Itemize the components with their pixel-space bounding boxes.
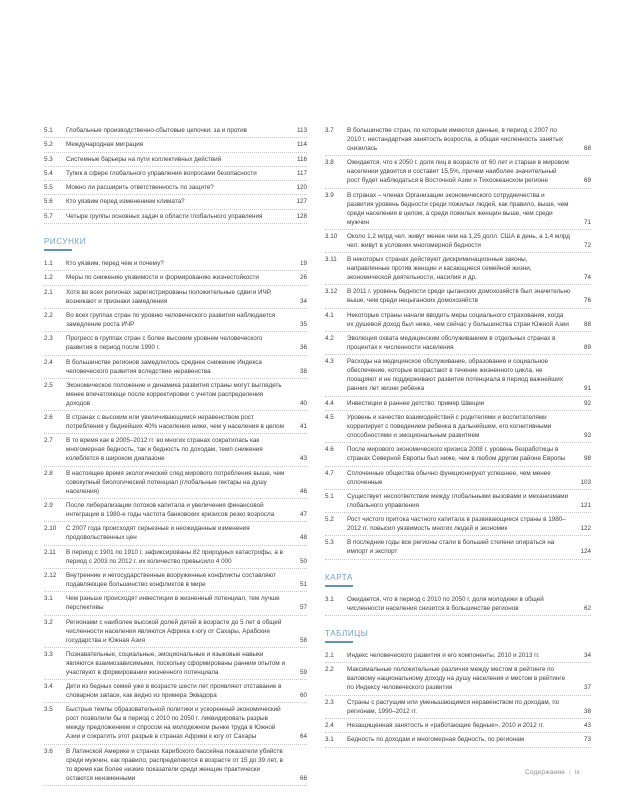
entry-number: 2.2 (44, 311, 53, 319)
toc-entry (325, 719, 591, 733)
toc-entry (325, 355, 591, 396)
entry-number: 3.8 (325, 159, 334, 167)
entry-number: 5.5 (44, 184, 53, 192)
entry-number: 4.1 (325, 311, 334, 319)
toc-entry (325, 332, 591, 355)
entry-number: 5.1 (44, 127, 53, 134)
entry-number: 5.6 (44, 198, 53, 206)
toc-entry-list (44, 124, 307, 224)
toc-entry (44, 379, 307, 411)
entry-title: Чем раньше происходят инвестиции в жизненный потенциал, тем лучше перспективы (66, 595, 280, 612)
entry-number: 5.3 (325, 539, 334, 547)
toc-column-right (325, 124, 591, 786)
entry-number: 4.3 (325, 358, 334, 366)
entry-title: Бедность по доходам и многомерная бедность, по регионам (347, 736, 525, 744)
section-heading-rule (325, 585, 353, 587)
toc-section (325, 124, 591, 560)
toc-entry (44, 153, 307, 167)
entry-page-number: 71 (583, 218, 591, 226)
entry-page-number: 38 (299, 367, 307, 375)
entry-page-number: 120 (296, 184, 307, 192)
entry-title: Международная миграция (66, 141, 144, 149)
section-heading-rule (325, 641, 353, 643)
entry-page-number: 62 (583, 604, 591, 612)
toc-entry-list (44, 257, 307, 786)
entry-page-number: 76 (583, 297, 591, 305)
entry-number: 5.2 (44, 141, 53, 149)
entry-title: В большинстве стран, по которым имеются данные, в период с 2007 по 2010 г. нестандартная занятость возросла, а общая численность занятых снизилась (347, 127, 564, 152)
entry-page-number: 19 (299, 260, 307, 268)
entry-title: В странах с высоким или увеличивающимся неравенством рост потребления у беднейших 40% населения ниже, чем у населения в целом (66, 414, 285, 431)
entry-title: Регионами с наиболее высокой долей детей в возрасте до 5 лет в общей численности населения являются Африка к югу от Сахары, Арабские государства и Южная Азия (66, 618, 282, 644)
entry-page-number: 69 (583, 177, 591, 185)
entry-title: В то время как в 2005–2012 гг. во многих странах сократилась как многомерная бедность, так и бедность по доходам, темп снижения колеблется в широком диапазоне (66, 437, 263, 463)
toc-entry (44, 356, 307, 379)
entry-number: 1.2 (44, 274, 53, 282)
entry-number: 5.1 (325, 492, 334, 500)
entry-title: Ожидается, что в период с 2010 по 2050 г. доля молодежи в общей численности населения снизится в большинстве регионов (347, 595, 544, 612)
entry-page-number: 60 (299, 692, 307, 700)
toc-entry (44, 271, 307, 285)
entry-number: 3.5 (44, 706, 53, 714)
toc-entry (325, 593, 591, 616)
toc-entry (325, 733, 591, 747)
entry-number: 3.2 (44, 618, 53, 626)
entry-page-number: 35 (299, 320, 307, 328)
entry-page-number: 47 (299, 511, 307, 519)
entry-page-number: 122 (580, 525, 591, 533)
entry-page-number: 91 (583, 385, 591, 393)
toc-entry (325, 513, 591, 536)
toc-entry (44, 680, 307, 703)
toc-entry-list (325, 649, 591, 747)
entry-title: Страны с растущим или уменьшающимся неравенством по доходам, по регионам, 1990–2012 гг. (347, 698, 560, 715)
entry-page-number: 48 (299, 534, 307, 542)
toc-entry-list (325, 593, 591, 616)
entry-title: Расходы на медицинское обслуживание, образование и социальное обеспечение, которые возрастают в течение жизненного цикла, не поощряют и не поддерживают развитие потенциала в период важнейших ранних лет жизни ребенка (347, 358, 563, 393)
entry-title: Дети из бедных семей уже в возрасте шести лет проявляют отставание в словарном запасе, как видно из примера Эквадора (66, 683, 282, 700)
toc-entry (44, 124, 307, 138)
entry-title: Инвестиции в раннее детство: пример Швеции (347, 399, 485, 407)
toc-entry (325, 156, 591, 188)
toc-entry (44, 745, 307, 786)
toc-entry (44, 286, 307, 309)
entry-page-number: 43 (583, 721, 591, 729)
toc-entry (44, 411, 307, 434)
entry-number: 5.4 (44, 169, 53, 177)
entry-number: 3.4 (44, 683, 53, 691)
entry-title: Существует несоответствие между глобальными вызовами и механизмами глобального управления (347, 492, 569, 509)
toc-entry (44, 181, 307, 195)
footer-page-number: ix (574, 769, 580, 776)
entry-title: Кто уязвим перед изменением климата? (66, 198, 185, 206)
toc-entry (325, 253, 591, 285)
entry-title: С 2007 года происходят серьезные и неожиданные изменения продовольственных цен (66, 525, 250, 542)
entry-title: Прогресс в группах стран с более высоким уровнем человеческого развития в период после 1990 г. (66, 335, 263, 352)
entry-title: Экономическое положение и динамика развития страны могут выглядеть менее впечатляюще после корректировки с учетом распределения доходов (66, 381, 282, 407)
entry-number: 2.8 (44, 469, 53, 477)
entry-title: Эволюция охвата медицинским обслуживанием в отдельных странах в процентах к численности населения (347, 335, 556, 352)
entry-page-number: 68 (583, 145, 591, 152)
entry-number: 2.1 (44, 288, 53, 296)
entry-number: 4.4 (325, 399, 334, 407)
toc-entry (44, 434, 307, 466)
section-heading-label: КАРТА (325, 572, 353, 582)
toc-entry (44, 138, 307, 152)
section-heading-label: РИСУНКИ (44, 237, 87, 247)
page-footer (525, 769, 580, 776)
entry-page-number: 124 (580, 548, 591, 556)
entry-title: Уровень и качество взаимодействий с родителями и воспитателями коррелирует с поведением ребенка в дальнейшем, его когнитивными способностями и эмоциональным развитием (347, 413, 552, 439)
entry-title: Рост чистого притока частного капитала в развивающиеся страны в 1980–2012 гг. повысил уязвимость многих людей и экономик (347, 516, 566, 533)
toc-entry-list (325, 124, 591, 560)
entry-number: 4.7 (325, 469, 334, 477)
toc-section (44, 124, 307, 224)
entry-page-number: 38 (583, 707, 591, 715)
entry-page-number: 34 (583, 652, 591, 660)
entry-title: Индекс человеческого развития и его компоненты, 2010 и 2013 гг. (347, 652, 540, 660)
entry-title: В Латинской Америке и странах Карибского бассейна показатели убийств среди мужчин, как правило, распределяются в возрасте от 15 до 39 лет, в то время как более низкие показатели среди женщин практически остаются неизменными (66, 747, 283, 782)
entry-page-number: 34 (299, 297, 307, 305)
toc-entry (325, 663, 591, 695)
entry-number: 3.1 (325, 595, 334, 603)
entry-page-number: 127 (296, 198, 307, 206)
entry-title: В 2011 г. уровень бедности среди цыганских домохозяйств был значительно выше, чем среди нецыганских домохозяйств (347, 288, 571, 305)
entry-number: 3.9 (325, 191, 334, 199)
entry-page-number: 64 (299, 733, 307, 741)
entry-number: 2.9 (44, 502, 53, 510)
entry-number: 2.3 (44, 335, 53, 343)
entry-page-number: 43 (299, 455, 307, 463)
entry-title: Некоторые страны начали вводить меры социального страхования, когда их душевой доход был ниже, чем сейчас у большинства стран Южной Азии (347, 311, 569, 328)
entry-title: В некоторых странах действуют дискриминационные законы, направленные против женщин и касающиеся семейной жизни, экономической деятельности, насилия и др. (347, 256, 532, 282)
entry-title: После мирового экономического кризиса 2008 г. уровень безработицы в странах Северной Европы был ниже, чем в любом другом районе Европы (347, 446, 566, 463)
entry-page-number: 117 (296, 169, 307, 177)
toc-entry (44, 569, 307, 592)
toc-entry (44, 592, 307, 615)
toc-entry (44, 332, 307, 355)
entry-title: Меры по снижению уязвимости и формированию жизнестойкости (66, 274, 259, 282)
entry-page-number: 98 (583, 455, 591, 463)
entry-title: Системные барьеры на пути коллективных действий (66, 155, 222, 163)
entry-title: Быстрые темпы образовательной политики и ускоренный экономический рост позволили бы в период с 2010 по 2050 г. ликвидировать разрыв между предложением и спросом на молодежном рынке труда в Южной Азии и сократить этот разрыв в странах Африки к югу от Сахары (66, 706, 281, 741)
entry-number: 2.11 (44, 548, 56, 556)
toc-entry (44, 195, 307, 209)
entry-title: Можно ли расширить ответственность по защите? (66, 184, 214, 192)
entry-page-number: 88 (583, 320, 591, 328)
entry-page-number: 26 (299, 274, 307, 282)
entry-title: Во всех группах стран по уровню человеческого развития наблюдается замедление роста ИЧР (66, 311, 276, 328)
toc-entry (325, 189, 591, 230)
entry-number: 1.1 (44, 260, 53, 268)
entry-title: Тупик в сфере глобального управления вопросами безопасности (66, 169, 257, 177)
entry-title: Ожидается, что к 2050 г. доля лиц в возрасте от 60 лет и старше в мировом населении удвоится и составит 15,5%, причем наиболее значительный рост будет наблюдаться в Восточной Азии и Тихоокеанском регионе (347, 159, 569, 185)
entry-title: Внутренние и негосударственные вооруженные конфликты составляют подавляющее большинство конфликтов в мире (66, 571, 276, 588)
entry-page-number: 116 (296, 155, 307, 163)
footer-section-label: Содержание (525, 769, 565, 776)
entry-number: 2.5 (44, 381, 53, 389)
entry-number: 5.3 (44, 155, 53, 163)
toc-entry (44, 210, 307, 224)
toc-entry (325, 649, 591, 663)
entry-page-number: 51 (299, 580, 307, 588)
entry-number: 2.12 (44, 571, 57, 579)
entry-title: После либерализации потоков капитала и увеличения финансовой интеграции в 1980-е годы частота банковских кризисов резко возросла (66, 502, 275, 519)
toc-entry (44, 546, 307, 569)
entry-number: 3.1 (44, 595, 53, 603)
toc-entry (325, 536, 591, 559)
entry-title: В большинстве регионов замедлилось среднее снижение Индекса человеческого развития вследствие неравенства (66, 358, 262, 375)
entry-page-number: 128 (296, 212, 307, 220)
entry-page-number: 113 (296, 127, 307, 134)
toc-entry (44, 167, 307, 181)
entry-number: 3.1 (325, 736, 334, 744)
entry-page-number: 50 (299, 557, 307, 565)
entry-page-number: 57 (299, 604, 307, 612)
entry-page-number: 36 (299, 344, 307, 352)
toc-entry (44, 467, 307, 499)
footer-separator: | (569, 769, 571, 776)
entry-title: Кто уязвим, перед чем и почему? (66, 260, 164, 268)
entry-page-number: 114 (296, 141, 307, 149)
entry-title: Четыре группы основных задач в области глобального управления (66, 212, 263, 220)
toc-entry (325, 490, 591, 513)
entry-number: 3.12 (325, 288, 338, 296)
entry-number: 2.3 (325, 698, 334, 706)
toc-section (325, 629, 591, 747)
entry-title: В период с 1901 по 1910 г. зафиксированы 82 природных катастрофы, а в период с 2003 по 2012 г. их количество превысило 4 000 (66, 548, 283, 565)
toc-entry (325, 443, 591, 466)
entry-page-number: 46 (299, 487, 307, 495)
entry-title: Около 1,2 млрд чел. живут менее чем на 1,25 долл. США в день, а 1,4 млрд чел. живут в условиях многомерной бедности (347, 232, 570, 249)
entry-page-number: 74 (583, 274, 591, 282)
entry-page-number: 41 (299, 423, 307, 431)
entry-title: Глобальные производственно-сбытовые цепочки: за и против (66, 127, 247, 134)
entry-number: 4.6 (325, 446, 334, 454)
entry-number: 3.11 (325, 256, 337, 264)
entry-number: 2.4 (44, 358, 53, 366)
toc-entry (44, 309, 307, 332)
toc-entry (44, 648, 307, 680)
entry-title: В странах – членах Организации экономического сотрудничества и развития уровень бедности среди пожилых людей, как правило, выше, чем среди населения в целом, а среди пожилых женщин выше, чем среди мужчин (347, 191, 569, 226)
toc-entry (44, 703, 307, 744)
entry-title: В последние годы все регионы стали в большей степени опираться на импорт и экспорт (347, 539, 555, 556)
entry-number: 2.4 (325, 721, 334, 729)
toc-entry (325, 124, 591, 156)
entry-page-number: 92 (583, 399, 591, 407)
entry-number: 2.10 (44, 525, 57, 533)
toc-entry (44, 257, 307, 271)
toc-entry (44, 522, 307, 545)
entry-page-number: 66 (299, 774, 307, 782)
toc-entry (325, 285, 591, 308)
toc-section (325, 573, 591, 616)
entry-page-number: 40 (299, 399, 307, 407)
entry-page-number: 72 (583, 241, 591, 249)
entry-title: Хотя во всех регионах зарегистрированы положительные сдвиги ИЧР, возникают и признаки замедления (66, 288, 272, 305)
entry-number: 4.5 (325, 413, 334, 421)
entry-number: 3.3 (44, 650, 53, 658)
entry-page-number: 58 (299, 636, 307, 644)
entry-page-number: 73 (583, 736, 591, 744)
entry-page-number: 37 (583, 684, 591, 692)
toc-entry (325, 411, 591, 443)
entry-number: 2.2 (325, 666, 334, 674)
toc-section (44, 237, 307, 786)
entry-page-number: 93 (583, 431, 591, 439)
entry-number: 5.2 (325, 516, 334, 524)
toc-entry (325, 230, 591, 253)
entry-number: 5.7 (44, 212, 53, 220)
entry-title: Сплоченные общества обычно функционируют успешнее, чем менее сплоченные (347, 469, 551, 486)
entry-title: В настоящее время экологический след мирового потребления выше, чем совокупный биологический потенциал (глобальные гектары на душу населения) (66, 469, 285, 495)
entry-page-number: 89 (583, 344, 591, 352)
entry-number: 4.2 (325, 335, 334, 343)
toc-entry (325, 309, 591, 332)
section-heading (325, 573, 591, 587)
entry-title: Незащищенная занятость и «работающие бедные», 2010 и 2012 гг. (347, 721, 545, 729)
entry-page-number: 59 (299, 668, 307, 676)
section-heading (325, 629, 591, 643)
toc-content (44, 124, 591, 786)
entry-number: 2.1 (325, 652, 334, 660)
section-heading-label: ТАБЛИЦЫ (325, 629, 369, 639)
entry-page-number: 121 (580, 501, 591, 509)
toc-entry (44, 499, 307, 522)
section-heading-rule (44, 249, 72, 251)
entry-number: 3.10 (325, 232, 338, 240)
entry-number: 2.7 (44, 437, 53, 445)
toc-entry (325, 696, 591, 719)
entry-number: 2.6 (44, 414, 53, 422)
entry-title: Познавательные, социальные, эмоциональные и языковые навыки являются взаимозависимыми, поскольку сформированы ранним опытом и участвуют в формировании жизненного потенциала (66, 650, 286, 676)
entry-page-number: 103 (580, 478, 591, 486)
section-heading (44, 237, 307, 251)
entry-number: 3.7 (325, 127, 334, 134)
toc-entry (325, 397, 591, 411)
toc-entry (325, 467, 591, 490)
entry-title: Максимальные положительные различия между местом в рейтинге по валовому национальному доходу на душу населения и местом в рейтинге по Индексу человеческого развития (347, 666, 566, 692)
toc-entry (44, 616, 307, 648)
toc-column-left (44, 124, 307, 786)
entry-number: 3.6 (44, 747, 53, 755)
